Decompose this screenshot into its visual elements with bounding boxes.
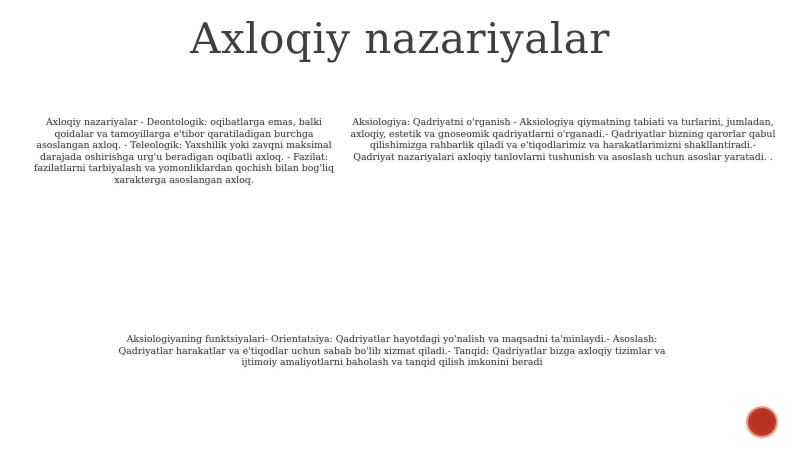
text-block-axiology: Aksiologiya: Qadriyatni o'rganish - Aksiologiya qiymatning tabiati va turlarini, jumladan, axloqiy, estetik va gnoseomik qadriyatlarni o'rganadi.- Qadriyatlar bizning qarorlar qabul qilishimizga rahbarlik qiladi va e'tiqodlarimiz va harakatlarimizni shakllantiradi.- Qadriyat nazariyalari axloqiy tanlovlarni tushunish va asoslash uchun asoslar yaratadi. . xyxy=(350,117,776,163)
text-block-axiology-functions: Aksiologiyaning funktsiyalari- Orientatsiya: Qadriyatlar hayotdagi yo'nalish va maqsadni ta'minlaydi.- Asoslash: Qadriyatlar harakatlar va e'tiqodlar uchun sabab bo'lib xizmat qiladi.- Tanqid: Qadriyatlar bizga axloqiy tizimlar va ijtimoiy amaliyotlarni baholash va tanqid qilish imkonini beradi xyxy=(118,334,666,369)
slide-title: Axloqiy nazariyalar xyxy=(190,14,610,63)
red-circle-icon[interactable] xyxy=(748,408,776,436)
text-block-ethical-theories: Axloqiy nazariyalar - Deontologik: oqibatlarga emas, balki qoidalar va tamoyillarga e'tibor qaratiladigan burchga asoslangan axloq. - Teleologik: Yaxshilik yoki zavqni maksimal darajada oshirishga urg'u beradigan oqibatli axloq. - Fazilat: fazilatlarni tarbiyalash va yomonliklardan qochish bilan bog'liq xarakterga asoslangan axloq. xyxy=(34,117,334,186)
